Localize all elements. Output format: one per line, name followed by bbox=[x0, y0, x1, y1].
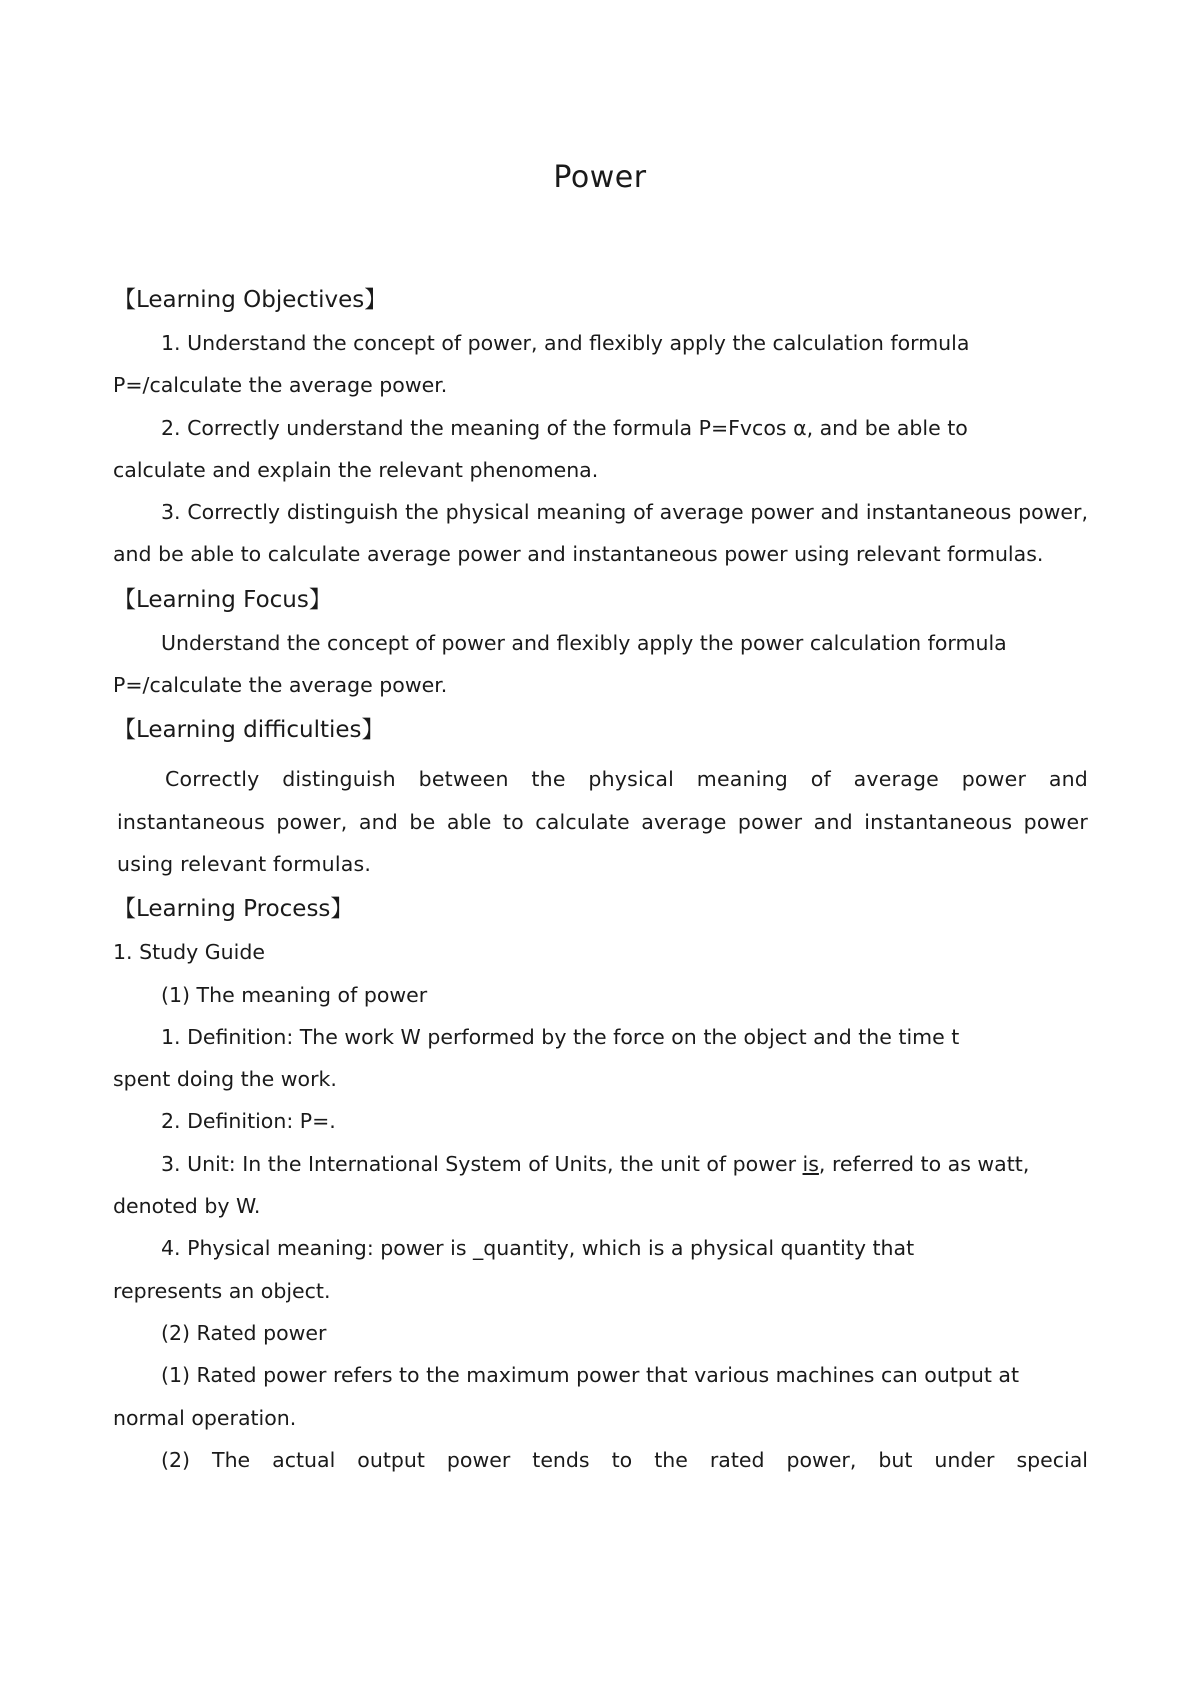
rated-heading: (2) Rated power bbox=[161, 1320, 327, 1345]
objective-item: 2. Correctly understand the meaning of the formula P=Fvcos α, and be able to calculate and explain the relevant phenomena. bbox=[113, 415, 968, 482]
objective-item: 1. Understand the concept of power, and flexibly apply the calculation formula P=/calculate the average power. bbox=[113, 331, 970, 398]
definition-2: 2. Definition: P=. bbox=[161, 1109, 336, 1134]
physical-meaning: 4. Physical meaning: power is _quantity, which is a physical quantity that represents an object. bbox=[113, 1236, 915, 1303]
focus-text: Understand the concept of power and flexibly apply the power calculation formula P=/calculate the average power. bbox=[113, 630, 1007, 698]
focus-heading: 【Learning Focus】 bbox=[113, 586, 332, 613]
unit-text-before: 3. Unit: In the International System of Units, the unit of power bbox=[161, 1151, 803, 1176]
unit-text-underlined: is bbox=[802, 1151, 819, 1176]
rated-item-1: (1) Rated power refers to the maximum power that various machines can output at normal operation. bbox=[113, 1363, 1020, 1430]
difficulties-text: Correctly distinguish between the physical meaning of average power and instantaneous power, and be able to calculate average power and instantaneous power using relevant formulas. bbox=[117, 767, 1088, 876]
difficulties-heading: 【Learning difficulties】 bbox=[113, 717, 385, 744]
unit-text bbox=[113, 1143, 1053, 1228]
process-heading: 【Learning Process】 bbox=[113, 896, 354, 923]
rated-item-2: (2) The actual output power tends to the rated power, but under special bbox=[161, 1447, 1088, 1472]
objectives-heading: 【Learning Objectives】 bbox=[113, 287, 388, 313]
document-body bbox=[113, 278, 1088, 1481]
definition-1: 1. Definition: The work W performed by the force on the object and the time t spent doing the work. bbox=[113, 1024, 960, 1092]
study-guide-label: 1. Study Guide bbox=[113, 940, 265, 965]
objective-item: 3. Correctly distinguish the physical meaning of average power and instantaneous power, and be able to calculate average power and instantaneous power using relevant formulas. bbox=[113, 500, 1088, 567]
unit-text-after: , referred to as watt, denoted by W. bbox=[113, 1151, 1030, 1219]
page-title: Power bbox=[553, 160, 647, 195]
meaning-heading: (1) The meaning of power bbox=[161, 982, 428, 1007]
